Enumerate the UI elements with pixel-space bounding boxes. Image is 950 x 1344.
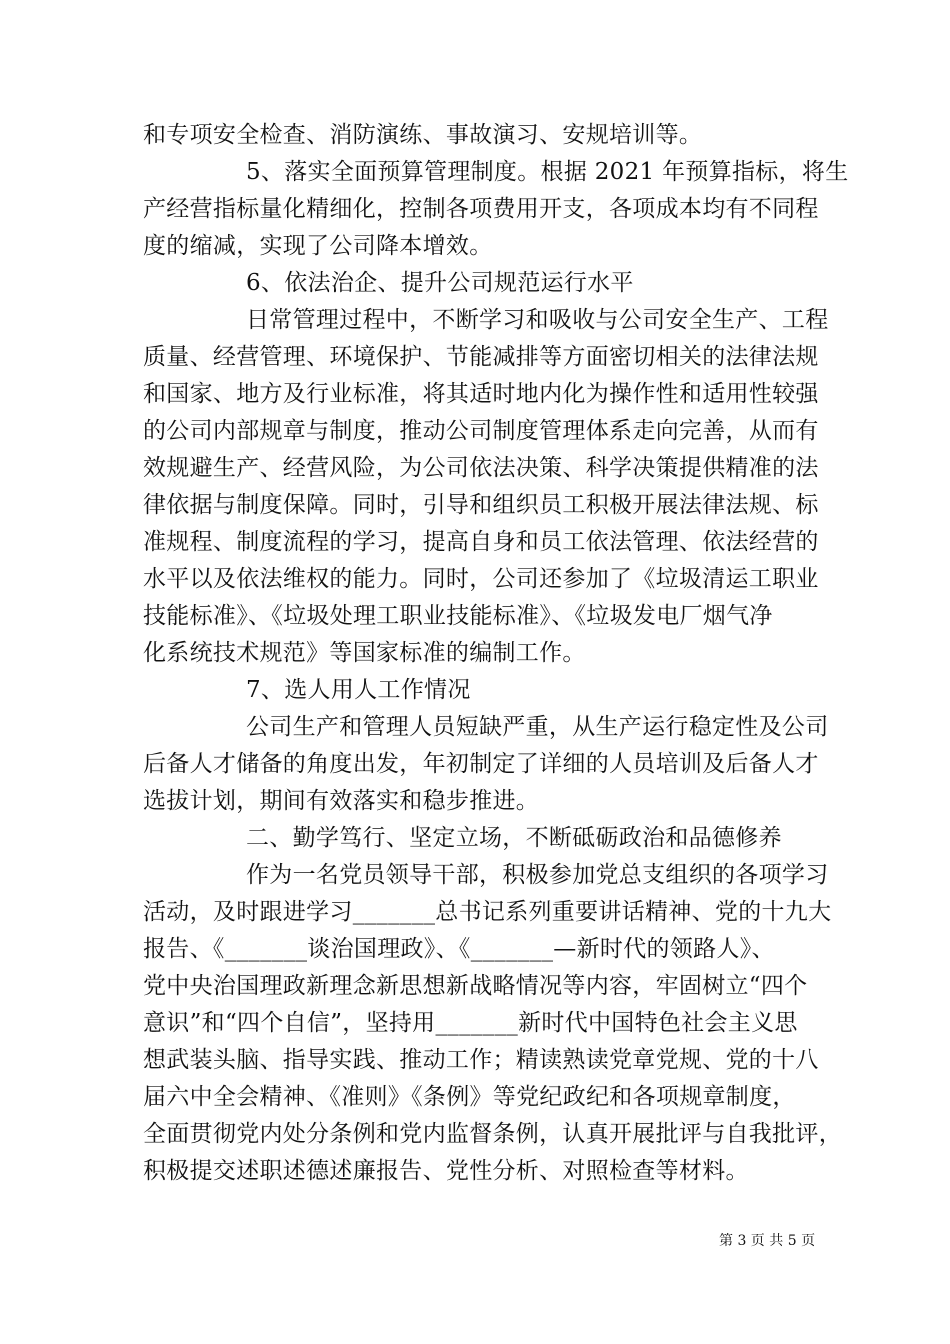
document-body bbox=[143, 117, 849, 1190]
body-line: 想武装头脑、指导实践、推动工作；精读熟读党章党规、党的十八 bbox=[143, 1047, 819, 1073]
section-heading-5: 5、落实全面预算管理制度。根据 2021 年预算指标，将生 bbox=[246, 159, 849, 185]
body-line: 全面贯彻党内处分条例和党内监督条例，认真开展批评与自我批评， bbox=[143, 1121, 842, 1147]
body-line: 和国家、地方及行业标准，将其适时地内化为操作性和适用性较强 bbox=[143, 381, 819, 407]
body-line: 律依据与制度保障。同时，引导和组织员工积极开展法律法规、标 bbox=[143, 492, 819, 518]
body-line: 后备人才储备的角度出发，年初制定了详细的人员培训及后备人才 bbox=[143, 751, 819, 777]
paragraph-first-line: 作为一名党员领导干部，积极参加党总支组织的各项学习 bbox=[246, 862, 829, 888]
section-heading-6: 6、依法治企、提升公司规范运行水平 bbox=[246, 270, 634, 296]
body-line: 选拔计划，期间有效落实和稳步推进。 bbox=[143, 788, 540, 814]
body-line: 的公司内部规章与制度，推动公司制度管理体系走向完善，从而有 bbox=[143, 418, 819, 444]
body-line: 效规避生产、经营风险，为公司依法决策、科学决策提供精准的法 bbox=[143, 455, 819, 481]
paragraph-first-line: 公司生产和管理人员短缺严重，从生产运行稳定性及公司 bbox=[246, 714, 829, 740]
body-line: 水平以及依法维权的能力。同时，公司还参加了《垃圾清运工职业 bbox=[143, 566, 819, 592]
page-number: 第 3 页 共 5 页 bbox=[719, 1233, 816, 1249]
body-line: 届六中全会精神、《准则》《条例》等党纪政纪和各项规章制度， bbox=[143, 1084, 796, 1110]
body-line: 化系统技术规范》等国家标准的编制工作。 bbox=[143, 640, 586, 666]
body-line: 意识”和“四个自信”，坚持用_______新时代中国特色社会主义思 bbox=[143, 1010, 798, 1036]
body-line: 报告、《_______谈治国理政》、《_______—新时代的领路人》、 bbox=[143, 936, 775, 962]
body-line: 产经营指标量化精细化，控制各项费用开支，各项成本均有不同程 bbox=[143, 196, 819, 222]
body-line: 积极提交述职述德述廉报告、党性分析、对照检查等材料。 bbox=[143, 1158, 749, 1184]
paragraph-first-line: 日常管理过程中，不断学习和吸收与公司安全生产、工程 bbox=[246, 307, 829, 333]
body-line: 活动，及时跟进学习_______总书记系列重要讲话精神、党的十九大 bbox=[143, 899, 832, 925]
section-heading-7: 7、选人用人工作情况 bbox=[246, 677, 471, 703]
body-line: 度的缩减，实现了公司降本增效。 bbox=[143, 233, 493, 259]
body-line: 准规程、制度流程的学习，提高自身和员工依法管理、依法经营的 bbox=[143, 529, 819, 555]
body-line: 党中央治国理政新理念新思想新战略情况等内容，牢固树立“四个 bbox=[143, 973, 808, 999]
chapter-heading-2: 二、勤学笃行、坚定立场，不断砥砺政治和品德修养 bbox=[246, 825, 782, 851]
body-line: 质量、经营管理、环境保护、节能减排等方面密切相关的法律法规 bbox=[143, 344, 819, 370]
body-line: 技能标准》、《垃圾处理工职业技能标准》、《垃圾发电厂烟气净 bbox=[143, 603, 773, 629]
body-line: 和专项安全检查、消防演练、事故演习、安规培训等。 bbox=[143, 122, 703, 148]
